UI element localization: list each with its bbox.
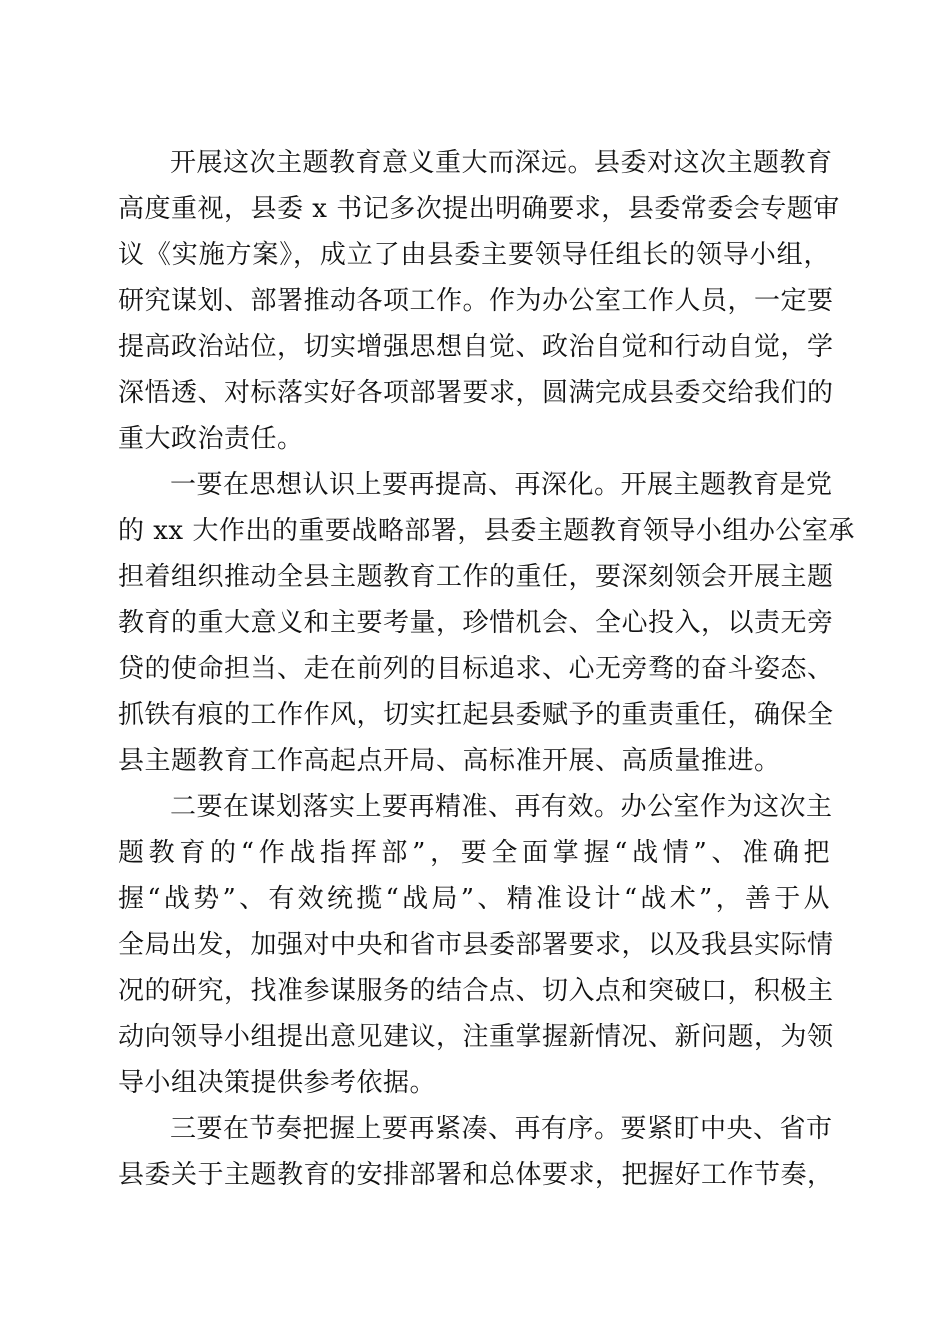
paragraph-1-line-6: 深悟透、对标落实好各项部署要求，圆满完成县委交给我们的 xyxy=(118,378,834,408)
paragraph-2-line-4: 教育的重大意义和主要考量，珍惜机会、全心投入，以责无旁 xyxy=(118,608,834,638)
paragraph-1-line-5: 提高政治站位，切实增强思想自觉、政治自觉和行动自觉，学 xyxy=(118,332,834,362)
paragraph-3-line-1: 二要在谋划落实上要再精准、再有效。办公室作为这次主 xyxy=(170,792,833,822)
paragraph-1-line-3: 议《实施方案》，成立了由县委主要领导任组长的领导小组， xyxy=(118,240,830,270)
paragraph-1-line-2: 高度重视，县委 x 书记多次提出明确要求，县委常委会专题审 xyxy=(118,194,840,224)
paragraph-4-line-2: 县委关于主题教育的安排部署和总体要求，把握好工作节奏， xyxy=(118,1160,834,1190)
paragraph-2-line-2: 的 xx 大作出的重要战略部署，县委主题教育领导小组办公室承 xyxy=(118,516,855,546)
paragraph-1-line-4: 研究谋划、部署推动各项工作。作为办公室工作人员，一定要 xyxy=(118,286,834,316)
paragraph-2-line-3: 担着组织推动全县主题教育工作的重任，要深刻领会开展主题 xyxy=(118,562,834,592)
paragraph-2-line-6: 抓铁有痕的工作作风，切实扛起县委赋予的重责重任，确保全 xyxy=(118,700,834,730)
paragraph-4-line-1: 三要在节奏把握上要再紧凑、再有序。要紧盯中央、省市 xyxy=(170,1114,833,1144)
paragraph-1-line-7: 重大政治责任。 xyxy=(118,424,304,454)
paragraph-3-line-3: 握“战势”、有效统揽“战局”、精准设计“战术”，善于从 xyxy=(118,884,830,914)
paragraph-1-line-1: 开展这次主题教育意义重大而深远。县委对这次主题教育 xyxy=(170,148,833,178)
paragraph-3-line-4: 全局出发，加强对中央和省市县委部署要求，以及我县实际情 xyxy=(118,930,834,960)
paragraph-3-line-5: 况的研究，找准参谋服务的结合点、切入点和突破口，积极主 xyxy=(118,976,834,1006)
paragraph-2-line-5: 贷的使命担当、走在前列的目标追求、心无旁骛的奋斗姿态、 xyxy=(118,654,834,684)
paragraph-2-line-1: 一要在思想认识上要再提高、再深化。开展主题教育是党 xyxy=(170,470,833,500)
paragraph-3-line-7: 导小组决策提供参考依据。 xyxy=(118,1068,437,1098)
paragraph-3-line-2: 题教育的“作战指挥部”，要全面掌握“战情”、准确把 xyxy=(118,838,830,868)
paragraph-3-line-6: 动向领导小组提出意见建议，注重掌握新情况、新问题，为领 xyxy=(118,1022,834,1052)
paragraph-2-line-7: 县主题教育工作高起点开局、高标准开展、高质量推进。 xyxy=(118,746,781,776)
